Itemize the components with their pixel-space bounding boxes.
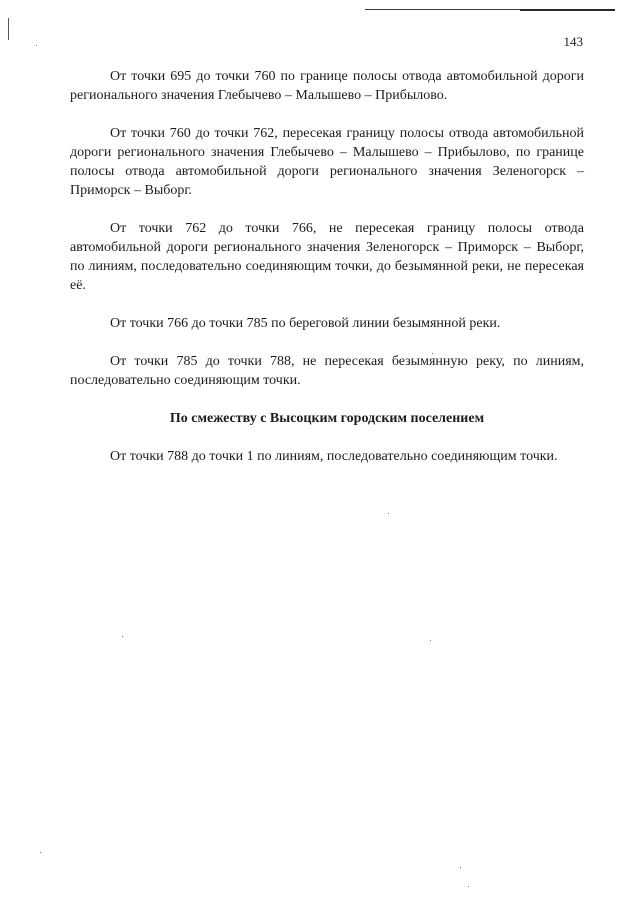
page-number: 143 [563,34,583,49]
scan-speck [468,886,469,887]
scan-speck [460,867,461,868]
paragraph: От точки 695 до точки 760 по границе полосы отвода автомобильной дороги регионального значения Глебычево – Малышево – Прибылово. [70,69,584,103]
paragraph: От точки 760 до точки 762, пересекая границу полосы отвода автомобильной дороги регионального значения Глебычево – Малышево – Прибылово, по границе полосы отвода автомобильной дороги регионального значения Зеленогорск – Приморск – Выборг. [70,126,584,198]
scan-speck [40,852,41,853]
scan-speck [388,513,389,514]
paragraph: От точки 762 до точки 766, не пересекая границу полосы отвода автомобильной дороги регионального значения Зеленогорск – Приморск – Выборг, по линиям, последовательно соединяющим точки, до безымянной реки, не пересекая её. [70,221,584,293]
paragraph: От точки 788 до точки 1 по линиям, последовательно соединяющим точки. [110,449,558,464]
paragraph: От точки 785 до точки 788, не пересекая безымянную реку, по линиям, последовательно соединяющим точки. [70,354,584,388]
paragraph: От точки 766 до точки 785 по береговой линии безымянной реки. [110,316,501,331]
document-body [70,67,584,485]
scan-speck [430,640,431,641]
section-heading: По смежеству с Высоцким городским поселением [169,411,485,426]
scan-artifact-mark [8,18,9,40]
scan-speck [36,45,37,46]
scan-artifact-line-thick [520,9,615,11]
scan-speck [122,636,123,637]
